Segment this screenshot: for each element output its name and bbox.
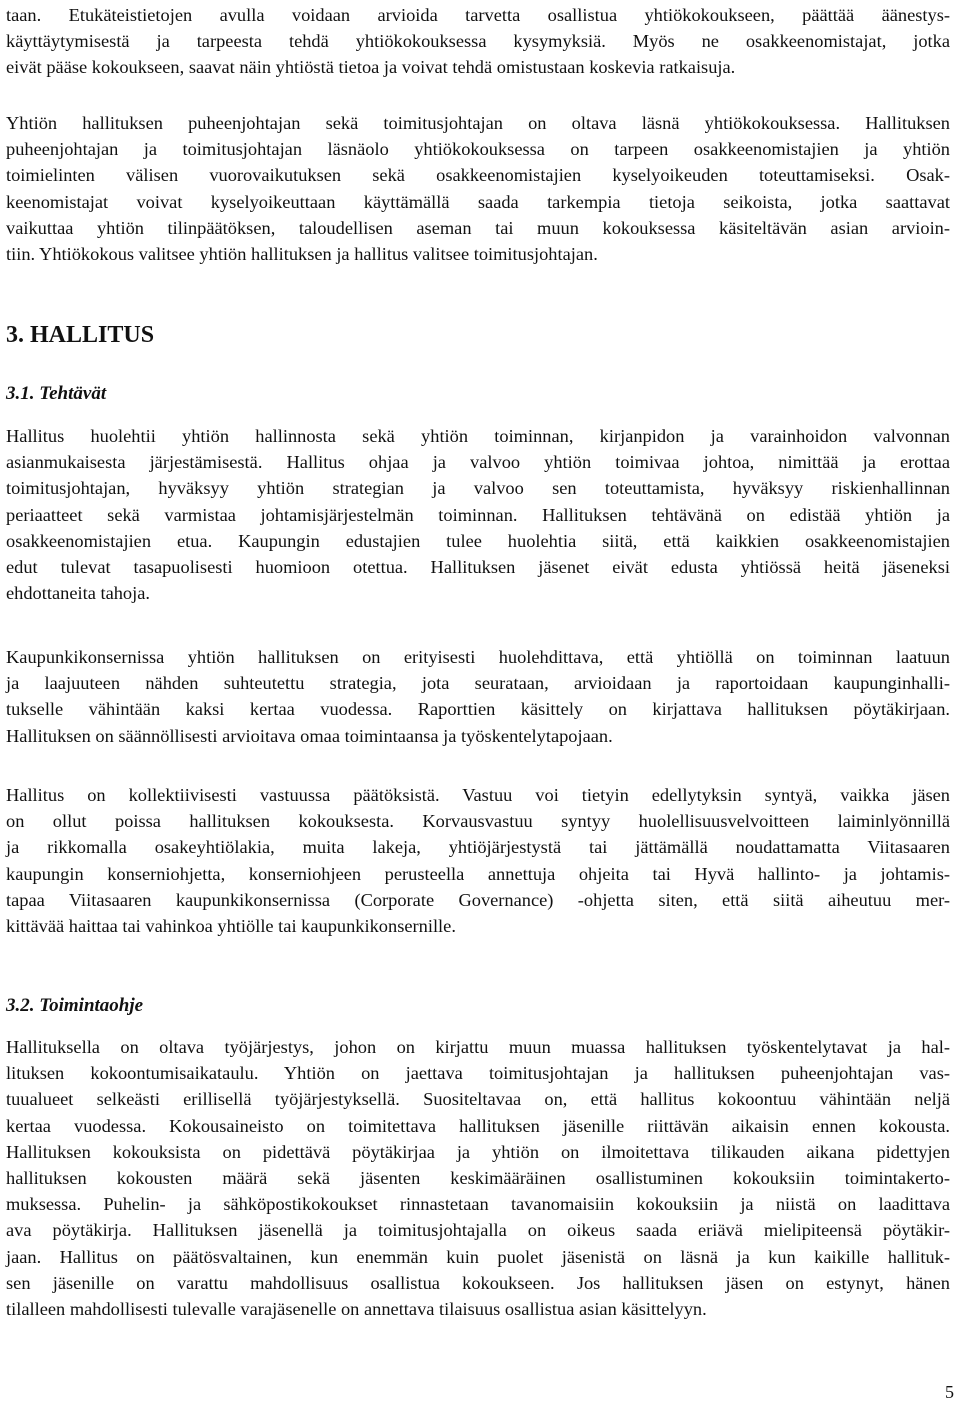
text-line: toimielinten välisen vuorovaikutuksen sekä osakkeenomistajien kyselyoikeuden toteuttamiseksi. Osak-: [6, 165, 950, 186]
text-line: kaupungin konserniohjetta, konserniohjeen perusteella annettuja ohjeita tai Hyvä hallinto- ja johtamis-: [6, 863, 950, 884]
text-line: keenomistajat voivat kyselyoikeuttaan käyttämällä saada tarkempia tietoja seikoista, jotka saattavat: [6, 191, 950, 212]
text-line: asianmukaisesta järjestämisestä. Hallitus ohjaa ja valvoo yhtiön toimivaa johtoa, nimittää ja erottaa: [6, 452, 950, 473]
text-line: Hallituksella on oltava työjärjestys, johon on kirjattu muun muassa hallituksen työskentelytavat ja hal-: [6, 1037, 950, 1057]
text-line: tukselle vähintään kaksi kertaa vuodessa. Raporttien käsittely on kirjattava hallituksen pöytäkirjaan.: [6, 699, 950, 720]
text-line: käyttäytymisestä ja tarpeesta tehdä yhtiökokouksessa kysymyksiä. Myös ne osakkeenomistajat, jotka: [6, 31, 950, 52]
text-line: Kaupunkikonsernissa yhtiön hallituksen on erityisesti huolehdittava, että yhtiöllä on toiminnan laatuun: [6, 647, 950, 667]
page-number: 5: [945, 1382, 954, 1402]
text-line: hallituksen kokousten määrä sekä jäsenten keskimääräinen osallistuminen kokouksiin toimintakerto-: [6, 1168, 950, 1189]
text-line: kittävää haittaa tai vahinkoa yhtiölle tai kaupunkikonsernille.: [6, 916, 456, 937]
paragraph-intro: [6, 2, 950, 81]
text-line: ja rikkomalla osakeyhtiölakia, muita lakeja, yhtiöjärjestystä tai jättämällä noudattamatta Viitasaaren: [6, 837, 950, 858]
text-line: Hallitus on kollektiivisesti vastuussa päätöksistä. Vastuu voi tietyin edellytyksin syntyä, vaikka jäsen: [6, 785, 950, 805]
text-line: toimitusjohtajan, hyväksyy yhtiön strategian ja valvoo sen toteuttamista, hyväksyy riskienhallinnan: [6, 478, 950, 499]
text-line: edut tulevat tasapuolisesti huomioon otettua. Hallituksen jäsenet eivät edusta yhtiössä heitä jäseneksi: [6, 557, 950, 578]
paragraph-kaupunkikonserni: [6, 644, 950, 749]
text-line: kertaa vuodessa. Kokousaineisto on toimitettava hallituksen jäsenille riittävän aikaisin ennen kokousta.: [6, 1115, 950, 1136]
text-line: tilalleen mahdollisesti tulevalle varajäsenelle on annettava tilaisuus osallistua asian käsittelyyn.: [6, 1299, 707, 1320]
text-line: on ollut poissa hallituksen kokouksesta. Korvausvastuu syntyy huolellisuusvelvoitteen laiminlyönnillä: [6, 811, 950, 832]
text-line: tapaa Viitasaaren kaupunkikonsernissa (Corporate Governance) -ohjetta siten, että siitä aiheutuu mer-: [6, 889, 950, 910]
text-line: ehdottaneita tahoja.: [6, 583, 151, 604]
text-line: taan. Etukäteistietojen avulla voidaan arvioida tarvetta osallistua yhtiökokoukseen, päättää äänestys-: [6, 5, 950, 25]
paragraph-toimintaohje: [6, 1034, 950, 1322]
paragraph-yhtiokokous: [6, 110, 950, 267]
text-line: ava pöytäkirja. Hallituksen jäsenellä ja toimitusjohtajalla on oikeus saada eriävä mielipiteensä pöytäkir-: [6, 1220, 950, 1241]
text-line: eivät pääse kokoukseen, saavat näin yhtiöstä tietoa ja voivat tehdä omistustaan koskevia ratkaisuja.: [6, 57, 736, 78]
text-line: puheenjohtajan ja toimitusjohtajan läsnäolo yhtiökokouksessa on tarpeen osakkeenomistajien ja yhtiön: [6, 139, 950, 160]
text-line: Hallitus huolehtii yhtiön hallinnosta sekä yhtiön toiminnan, kirjanpidon ja varainhoidon valvonnan: [6, 426, 950, 446]
text-line: periaatteet sekä varmistaa johtamisjärjestelmän toiminnan. Hallituksen tehtävänä on edistää yhtiön ja: [6, 504, 950, 525]
text-line: Yhtiön hallituksen puheenjohtajan sekä toimitusjohtajan on oltava läsnä yhtiökokouksessa. Hallituksen: [6, 113, 950, 133]
subsection-heading-tehtavat: 3.1. Tehtävät: [6, 383, 107, 404]
text-line: Hallituksen on säännöllisesti arvioitava omaa toimintaansa ja työskentelytapojaan.: [6, 725, 613, 746]
text-line: tiin. Yhtiökokous valitsee yhtiön hallituksen ja hallitus valitsee toimitusjohtajan.: [6, 244, 598, 265]
text-line: ja laajuuteen nähden suhteutettu strategia, jota seurataan, arvioidaan ja raportoidaan kaupunginhalli-: [6, 673, 950, 694]
text-line: sen jäsenille on varattu mahdollisuus osallistua kokoukseen. Jos hallituksen jäsen on estynyt, hänen: [6, 1272, 950, 1293]
text-line: osakkeenomistajien etua. Kaupungin edustajien tulee huolehtia siitä, että kaikkien osakkeenomistajien: [6, 530, 950, 551]
paragraph-vastuu: [6, 782, 950, 939]
text-line: jaan. Hallitus on päätösvaltainen, kun enemmän kuin puolet jäsenistä on läsnä ja kun kaikille hallituk-: [6, 1246, 950, 1267]
text-line: vaikuttaa yhtiön tilinpäätöksen, taloudellisen aseman tai muun kokouksessa käsiteltävän asian arvioin-: [6, 217, 950, 238]
text-line: lituksen kokoontumisaikataulu. Yhtiön on jaettava toimitusjohtajan ja hallituksen puheenjohtajan vas-: [6, 1063, 950, 1084]
section-heading-hallitus: 3. HALLITUS: [6, 322, 155, 348]
subsection-heading-toimintaohje: 3.2. Toimintaohje: [6, 995, 144, 1016]
paragraph-tehtavat: [6, 423, 950, 606]
text-line: Hallituksen kokouksista on pidettävä pöytäkirjaa ja yhtiön on ilmoitettava tilikauden aikana pidettyjen: [6, 1141, 950, 1162]
text-line: tuualueet selkeästi erillisellä työjärjestyksellä. Suositeltavaa on, että hallitus kokoontuu vähintään neljä: [6, 1089, 950, 1110]
text-line: muksessa. Puhelin- ja sähköpostikokoukset rinnastetaan tavanomaisiin kokouksiin ja niistä on laadittava: [6, 1194, 950, 1215]
